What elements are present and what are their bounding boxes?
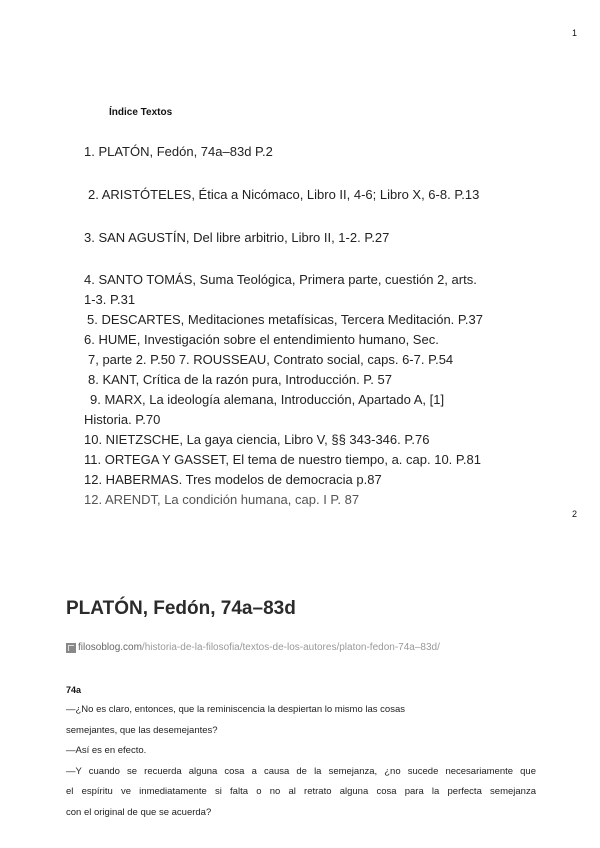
document-body bbox=[66, 700, 536, 823]
index-item-4-cont: 1-3. P.31 bbox=[84, 292, 136, 307]
index-title: Índice Textos bbox=[109, 107, 173, 118]
index-item-6-cont-7: 7, parte 2. P.50 7. ROUSSEAU, Contrato social, caps. 6-7. P.54 bbox=[88, 352, 454, 367]
body-line: el espíritu ve inmediatamente si falta o no al retrato alguna cosa para la perfecta semejanza bbox=[66, 786, 536, 797]
index-item-9-cont: Historia. P.70 bbox=[84, 412, 161, 427]
page-number-2: 2 bbox=[572, 509, 578, 519]
index-item-8: 8. KANT, Crítica de la razón pura, Introducción. P. 57 bbox=[88, 372, 392, 387]
section-label: 74a bbox=[66, 685, 82, 695]
index-item-11: 11. ORTEGA Y GASSET, El tema de nuestro tiempo, a. cap. 10. P.81 bbox=[84, 452, 481, 467]
favicon-icon bbox=[66, 643, 76, 653]
body-line: —Así es en efecto. bbox=[66, 745, 147, 756]
index-item-6: 6. HUME, Investigación sobre el entendimiento humano, Sec. bbox=[84, 332, 439, 347]
body-line: —¿No es claro, entonces, que la reminiscencia la despiertan lo mismo las cosas bbox=[66, 704, 405, 715]
document-title: PLATÓN, Fedón, 74a–83d bbox=[66, 598, 296, 619]
body-line: semejantes, que las desemejantes? bbox=[66, 724, 218, 736]
index-item-3: 3. SAN AGUSTÍN, Del libre arbitrio, Libro II, 1-2. P.27 bbox=[84, 230, 390, 245]
index-item-5: 5. DESCARTES, Meditaciones metafísicas, Tercera Meditación. P.37 bbox=[87, 312, 483, 327]
index-item-2: 2. ARISTÓTELES, Ética a Nicómaco, Libro II, 4-6; Libro X, 6-8. P.13 bbox=[88, 187, 480, 202]
body-line: —Y cuando se recuerda alguna cosa a causa de la semejanza, ¿no sucede necesariamente que bbox=[66, 765, 536, 777]
source-link[interactable] bbox=[66, 642, 440, 653]
body-line: con el original de que se acuerda? bbox=[66, 806, 212, 818]
source-path: /historia-de-la-filosofia/textos-de-los-autores/platon-fedon-74a–83d/ bbox=[141, 642, 440, 653]
index-item-10: 10. NIETZSCHE, La gaya ciencia, Libro V, §§ 343-346. P.76 bbox=[84, 432, 430, 447]
index-item-4: 4. SANTO TOMÁS, Suma Teológica, Primera parte, cuestión 2, arts. bbox=[84, 272, 477, 287]
index-item-1: 1. PLATÓN, Fedón, 74a–83d P.2 bbox=[84, 144, 273, 159]
index-item-12: 12. HABERMAS. Tres modelos de democracia p.87 bbox=[84, 472, 382, 487]
page-number-1: 1 bbox=[572, 28, 578, 38]
index-item-9: 9. MARX, La ideología alemana, Introducción, Apartado A, [1] bbox=[90, 392, 445, 407]
source-domain: filosoblog.com bbox=[78, 642, 142, 653]
index-item-13: 12. ARENDT, La condición humana, cap. I P. 87 bbox=[84, 492, 360, 507]
